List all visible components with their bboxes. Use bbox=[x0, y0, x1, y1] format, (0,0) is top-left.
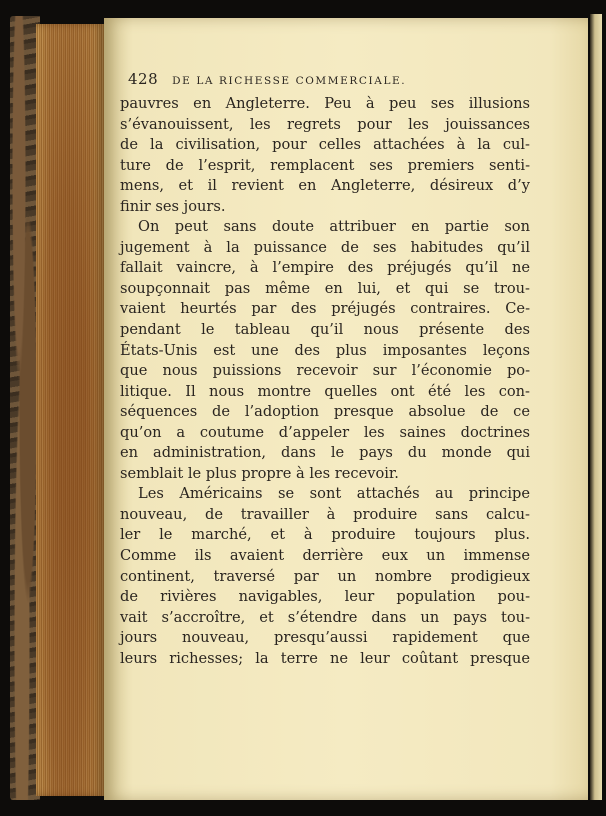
text-line: mens, et il revient en Angleterre, désireux d’y bbox=[120, 177, 530, 195]
text-line: On peut sans doute attribuer en partie son bbox=[138, 218, 530, 236]
text-line: séquences de l’adoption presque absolue de ce bbox=[120, 403, 530, 421]
text-line: en administration, dans le pays du monde qui bbox=[120, 444, 530, 462]
text-line: nouveau, de travailler à produire sans calcu- bbox=[120, 505, 530, 523]
text-lines bbox=[120, 94, 530, 669]
text-line: qu’on a coutume d’appeler les saines doctrines bbox=[120, 423, 530, 441]
text-line: semblait le plus propre à les recevoir. bbox=[120, 464, 399, 482]
text-line: Les Américains se sont attachés au principe bbox=[138, 485, 530, 503]
text-line: finir ses jours. bbox=[120, 197, 226, 215]
text-line: de la civilisation, pour celles attachées à la cul- bbox=[120, 136, 530, 154]
page-number: 428 bbox=[128, 70, 159, 88]
text-line: jours nouveau, presqu’aussi rapidement que bbox=[120, 629, 530, 647]
text-line: pendant le tableau qu’il nous présente des bbox=[120, 321, 530, 339]
text-line: jugement à la puissance de ses habitudes qu’il bbox=[120, 238, 530, 256]
text-line: litique. Il nous montre quelles ont été les con- bbox=[120, 382, 530, 400]
text-line: vait s’accroître, et s’étendre dans un pays tou- bbox=[120, 608, 530, 626]
page-text bbox=[120, 70, 530, 669]
text-line: pauvres en Angleterre. Peu à peu ses illusions bbox=[120, 95, 530, 112]
text-line: fallait vaincre, à l’empire des préjugés qu’il ne bbox=[120, 259, 530, 277]
text-line: ler le marché, et à produire toujours plus. bbox=[120, 526, 530, 544]
text-line: continent, traversé par un nombre prodigieux bbox=[120, 567, 530, 585]
running-head-title: DE LA RICHESSE COMMERCIALE. bbox=[172, 75, 407, 87]
text-line: que nous puissions recevoir sur l’économie po- bbox=[120, 362, 530, 380]
text-line: s’évanouissent, les regrets pour les jouissances bbox=[120, 115, 530, 133]
page-edges bbox=[36, 24, 104, 796]
text-line: soupçonnait pas même en lui, et qui se trou- bbox=[120, 279, 530, 297]
text-line: vaient heurtés par des préjugés contraires. Ce- bbox=[120, 300, 530, 318]
text-line: États-Unis est une des plus imposantes leçons bbox=[120, 341, 530, 359]
text-line: Comme ils avaient derrière eux un immense bbox=[120, 547, 530, 565]
text-line: de rivières navigables, leur population pou- bbox=[120, 588, 530, 606]
text-line: leurs richesses; la terre ne leur coûtant presque bbox=[120, 649, 530, 667]
running-head bbox=[120, 70, 530, 94]
facing-page-edge bbox=[590, 14, 602, 800]
text-line: ture de l’esprit, remplacent ses premiers senti- bbox=[120, 156, 530, 174]
